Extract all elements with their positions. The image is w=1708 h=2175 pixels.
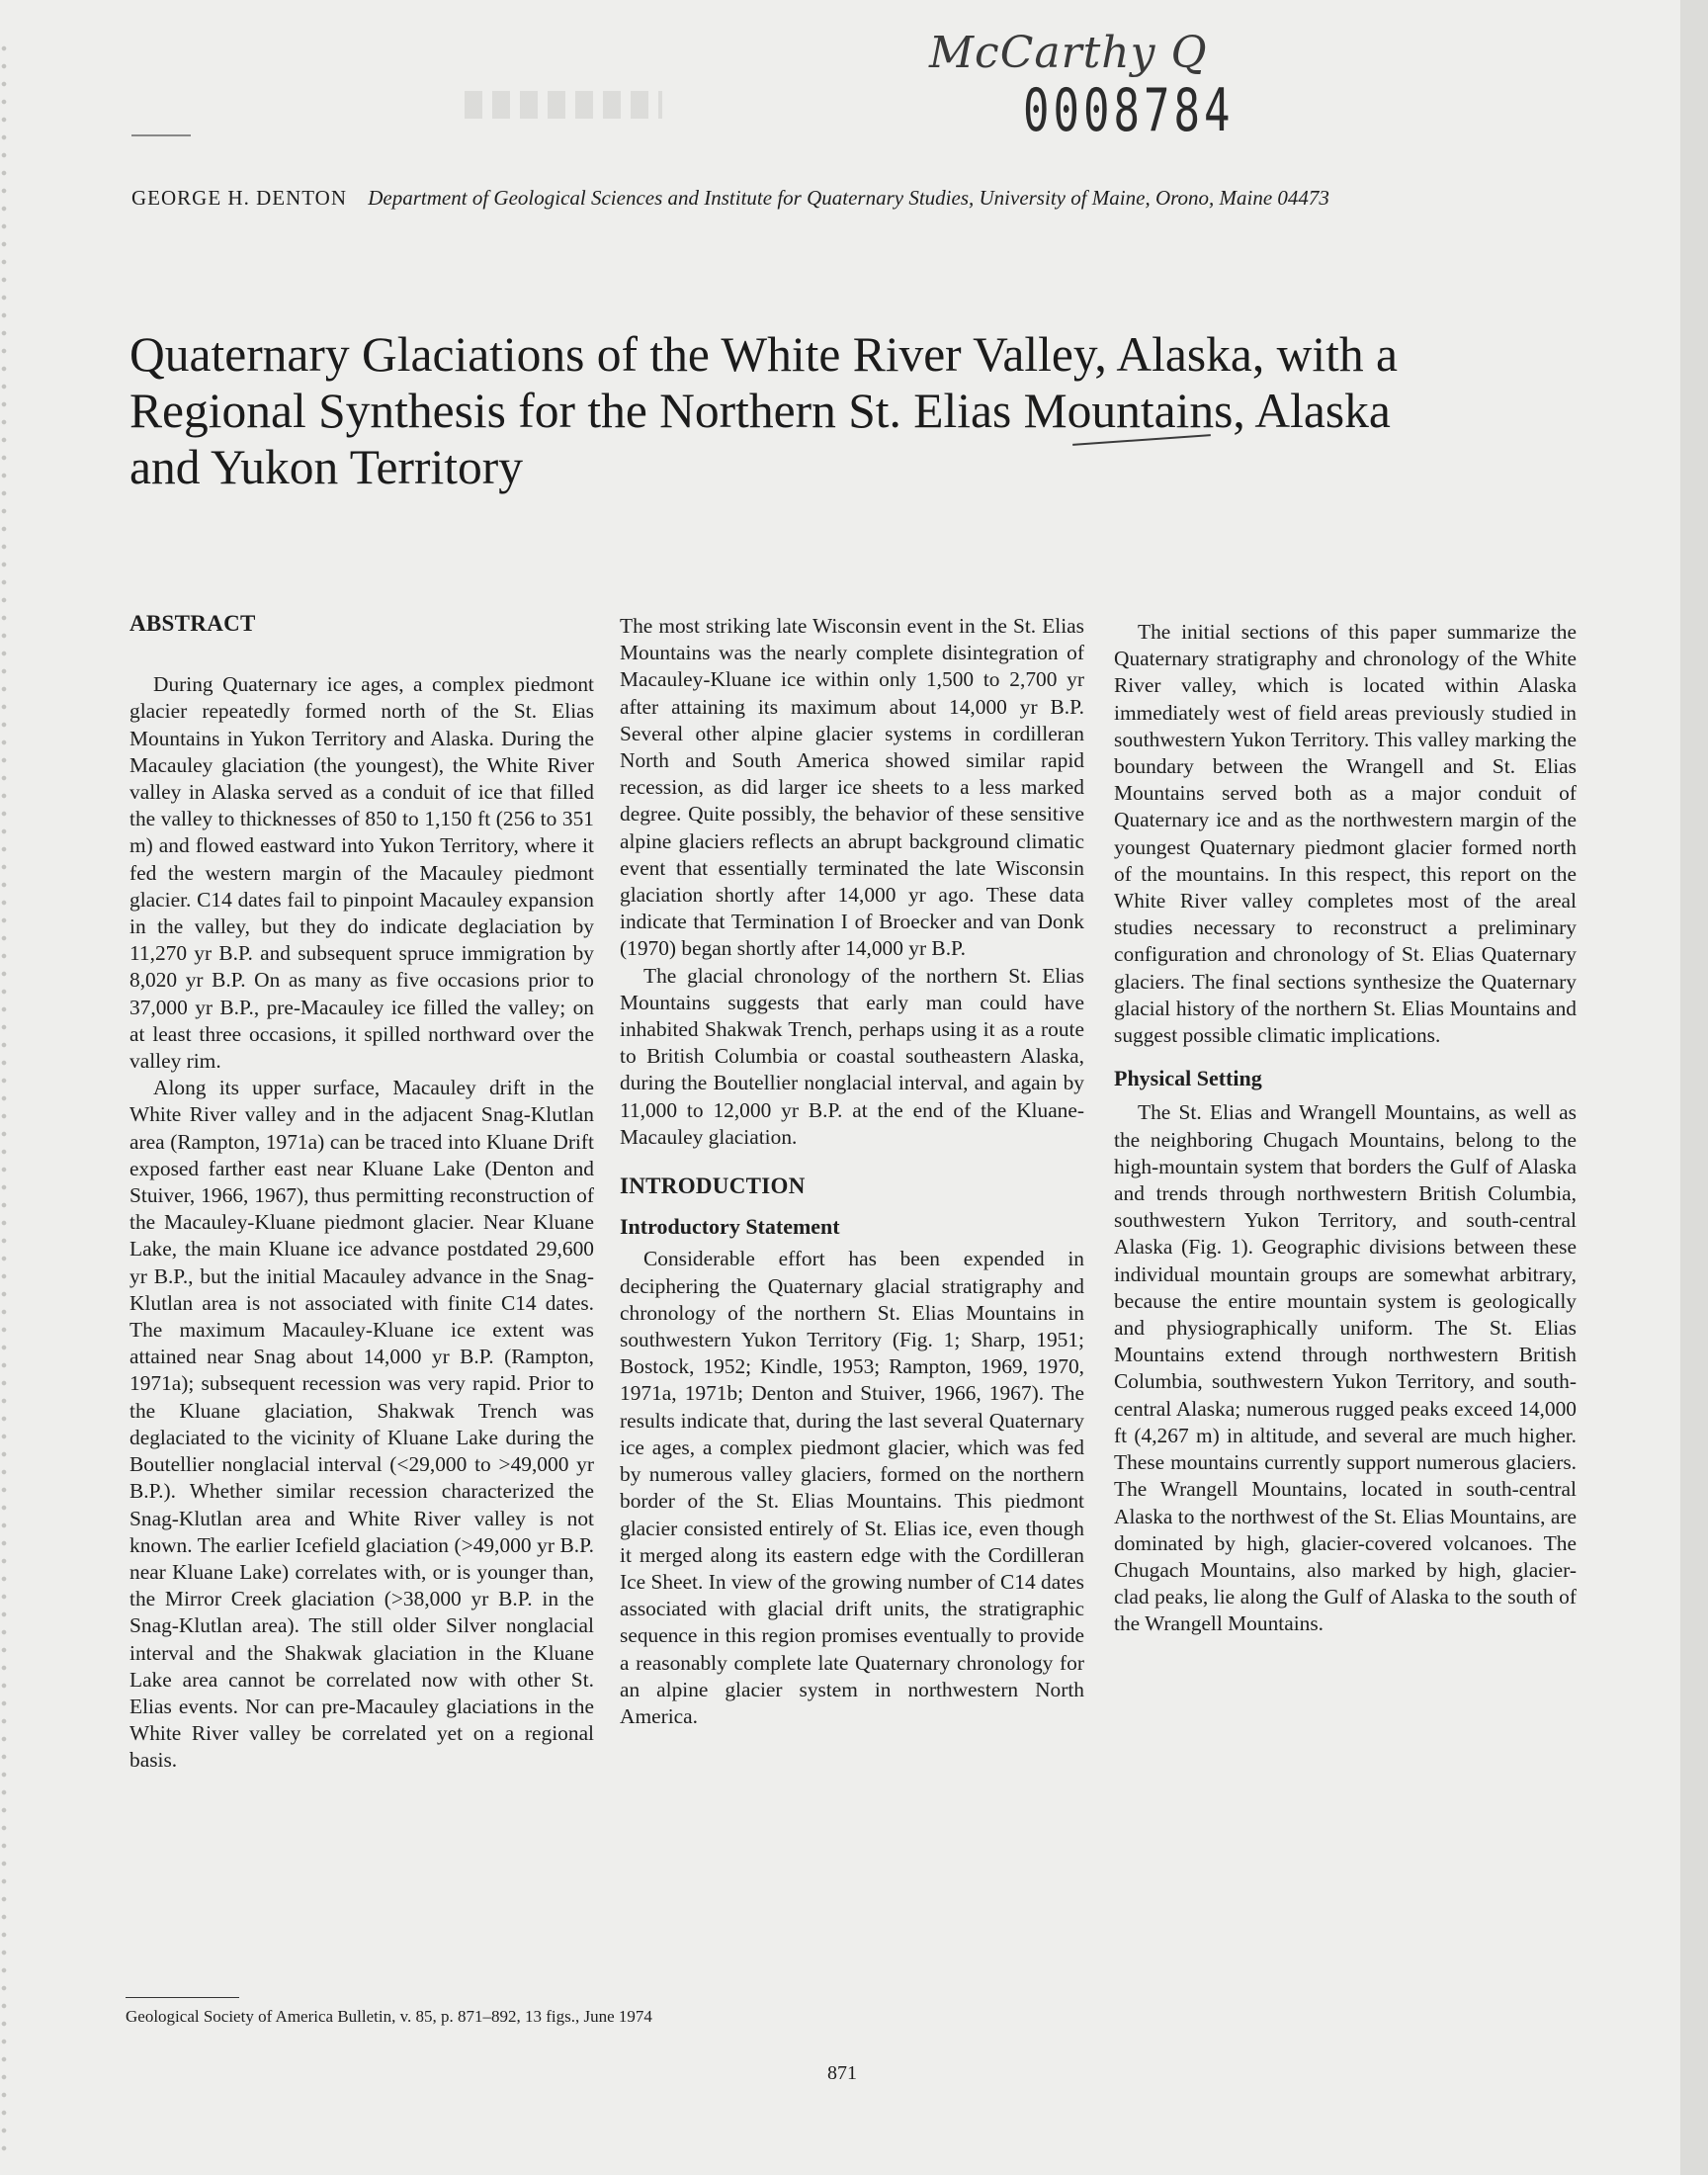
paper-title: Quaternary Glaciations of the White River Valley, Alaska, with a Regional Synthesis for the Northern St. Elias Mountains, Alaska and Yukon Territory [129, 327, 1398, 494]
author-name: GEORGE H. DENTON [131, 186, 348, 210]
header-rule [131, 134, 191, 136]
column-1 [129, 610, 594, 1775]
introduction-paragraph-2: The initial sections of this paper summarize the Quaternary stratigraphy and chronology of the White River valley, which is located within Alaska immediately west of field areas previously studied in southwestern Yukon Territory. This valley marking the boundary between the Wrangell and St. Elias Mountains served both as a major conduit of Quaternary ice and as the northwestern margin of the youngest Quaternary piedmont glacier formed north of the mountains. In this respect, this report on the White River valley completes most of the areal studies necessary to reconstruct a preliminary configuration and chronology of St. Elias Quaternary glaciers. The final sections synthesize the Quaternary glacial history of the northern St. Elias Mountains and suggest possible climatic implications. [1114, 620, 1577, 1048]
page-number: 871 [827, 2062, 857, 2084]
handwritten-note: McCarthy Q [929, 28, 1208, 78]
author-line [131, 186, 1515, 211]
introductory-statement-heading: Introductory Statement [620, 1214, 840, 1240]
column-2 [620, 613, 1084, 1730]
column-3 [1114, 619, 1577, 1638]
faded-stamp [465, 91, 662, 119]
citation-footnote: Geological Society of America Bulletin, v. 85, p. 871–892, 13 figs., June 1974 [126, 2007, 652, 2026]
perforation-holes [0, 40, 14, 2155]
abstract-paragraph-4: The glacial chronology of the northern St. Elias Mountains suggests that early man could have inhabited Shakwak Trench, perhaps using it as a route to British Columbia or coastal southeastern Alaska, during the Boutellier nonglacial interval, and again by 11,000 to 12,000 yr B.P. at the end of the Kluane-Macauley glaciation. [620, 963, 1084, 1149]
author-affiliation: Department of Geological Sciences and Institute for Quaternary Studies, University of Maine, Orono, Maine 04473 [368, 186, 1329, 210]
abstract-paragraph-1: During Quaternary ice ages, a complex piedmont glacier repeatedly formed north of the St. Elias Mountains in Yukon Territory and Alaska. During the Macauley glaciation (the youngest), the White River valley in Alaska served as a conduit of ice that filled the valley to thicknesses of 850 to 1,150 ft (256 to 351 m) and flowed eastward into Yukon Territory, where it fed the western margin of the Macauley piedmont glacier. C14 dates fail to pinpoint Macauley expansion in the valley, but they do indicate deglaciation by 11,270 yr B.P. and subsequent spruce immigration by 8,020 yr B.P. On as many as five occasions prior to 37,000 yr B.P., pre-Macauley ice filled the valley; on at least three occasions, it spilled northward over the valley rim. [129, 672, 594, 1074]
introduction-paragraph-1: Considerable effort has been expended in deciphering the Quaternary glacial stratigraphy and chronology of the northern St. Elias Mountains in southwestern Yukon Territory (Fig. 1; Sharp, 1951; Bostock, 1952; Kindle, 1953; Rampton, 1969, 1970, 1971a, 1971b; Denton and Stuiver, 1966, 1967). The results indicate that, during the last several Quaternary ice ages, a complex piedmont glacier, which was fed by numerous valley glaciers, formed on the northern border of the St. Elias Mountains. This piedmont glacier consisted entirely of St. Elias ice, even though it merged along its eastern edge with the Cordilleran Ice Sheet. In view of the growing number of C14 dates associated with glacial drift units, the stratigraphic sequence in this region promises eventually to provide a reasonably complete late Quaternary chronology for an alpine glacier system in northwestern North America. [620, 1247, 1084, 1728]
footnote-rule [126, 1997, 239, 1998]
scan-edge [1680, 0, 1708, 2175]
physical-setting-paragraph: The St. Elias and Wrangell Mountains, as well as the neighboring Chugach Mountains, belong to the high-mountain system that borders the Gulf of Alaska and trends through northwestern British Columbia, southwestern Yukon Territory, and south-central Alaska (Fig. 1). Geographic divisions between these individual mountain groups are somewhat arbitrary, because the entire mountain system is geologically and physiographically uniform. The St. Elias Mountains extend through northwestern British Columbia, southwestern Yukon Territory, and south-central Alaska; numerous rugged peaks exceed 14,000 ft (4,267 m) in altitude, and several are much higher. These mountains currently support numerous glaciers. The Wrangell Mountains, located in south-central Alaska to the northwest of the St. Elias Mountains, are dominated by high, glacier-covered volcanoes. The Chugach Mountains, also marked by high, glacier-clad peaks, lie along the Gulf of Alaska to the south of the Wrangell Mountains. [1114, 1100, 1577, 1636]
physical-setting-heading: Physical Setting [1114, 1066, 1262, 1091]
introduction-heading: INTRODUCTION [620, 1174, 806, 1199]
abstract-paragraph-2: Along its upper surface, Macauley drift in the White River valley and in the adjacent Snag-Klutlan area (Rampton, 1971a) can be traced into Kluane Drift exposed farther east near Kluane Lake (Denton and Stuiver, 1966, 1967), thus permitting reconstruction of the Macauley-Kluane piedmont glacier. Near Kluane Lake, the main Kluane ice advance postdated 29,600 yr B.P., but the initial Macauley advance in the Snag-Klutlan area is not associated with finite C14 dates. The maximum Macauley-Kluane ice extent was attained near Snag about 14,000 yr B.P. (Rampton, 1971a); subsequent recession was very rapid. Prior to the Kluane glaciation, Shakwak Trench was deglaciated to the vicinity of Kluane Lake during the Boutellier nonglacial interval (<29,000 to >49,000 yr B.P.). Whether similar recession characterized the Snag-Klutlan area and White River valley is not known. The earlier Icefield glaciation (>49,000 yr B.P. near Kluane Lake) correlates with, or is younger than, the Mirror Creek glaciation (>38,000 yr B.P. in the Snag-Klutlan area). The still older Silver nonglacial interval and the Shakwak glaciation in the Kluane Lake area cannot be correlated now with other St. Elias events. Nor can pre-Macauley glaciations in the White River valley be correlated yet on a regional basis. [129, 1076, 594, 1773]
abstract-heading: ABSTRACT [129, 611, 256, 636]
abstract-paragraph-3: The most striking late Wisconsin event in the St. Elias Mountains was the nearly complete disintegration of Macauley-Kluane ice within only 1,500 to 2,700 yr after attaining its maximum about 14,000 yr B.P. Several other alpine glacier systems in cordilleran North and South America showed similar rapid recession, as did larger ice sheets to a less marked degree. Quite possibly, the behavior of these sensitive alpine glaciers reflects an abrupt background climatic event that essentially terminated the late Wisconsin glaciation shortly after 14,000 yr ago. These data indicate that Termination I of Broecker and van Donk (1970) began shortly after 14,000 yr B.P. [620, 614, 1084, 961]
stamp-number: 0008784 [1023, 77, 1235, 145]
